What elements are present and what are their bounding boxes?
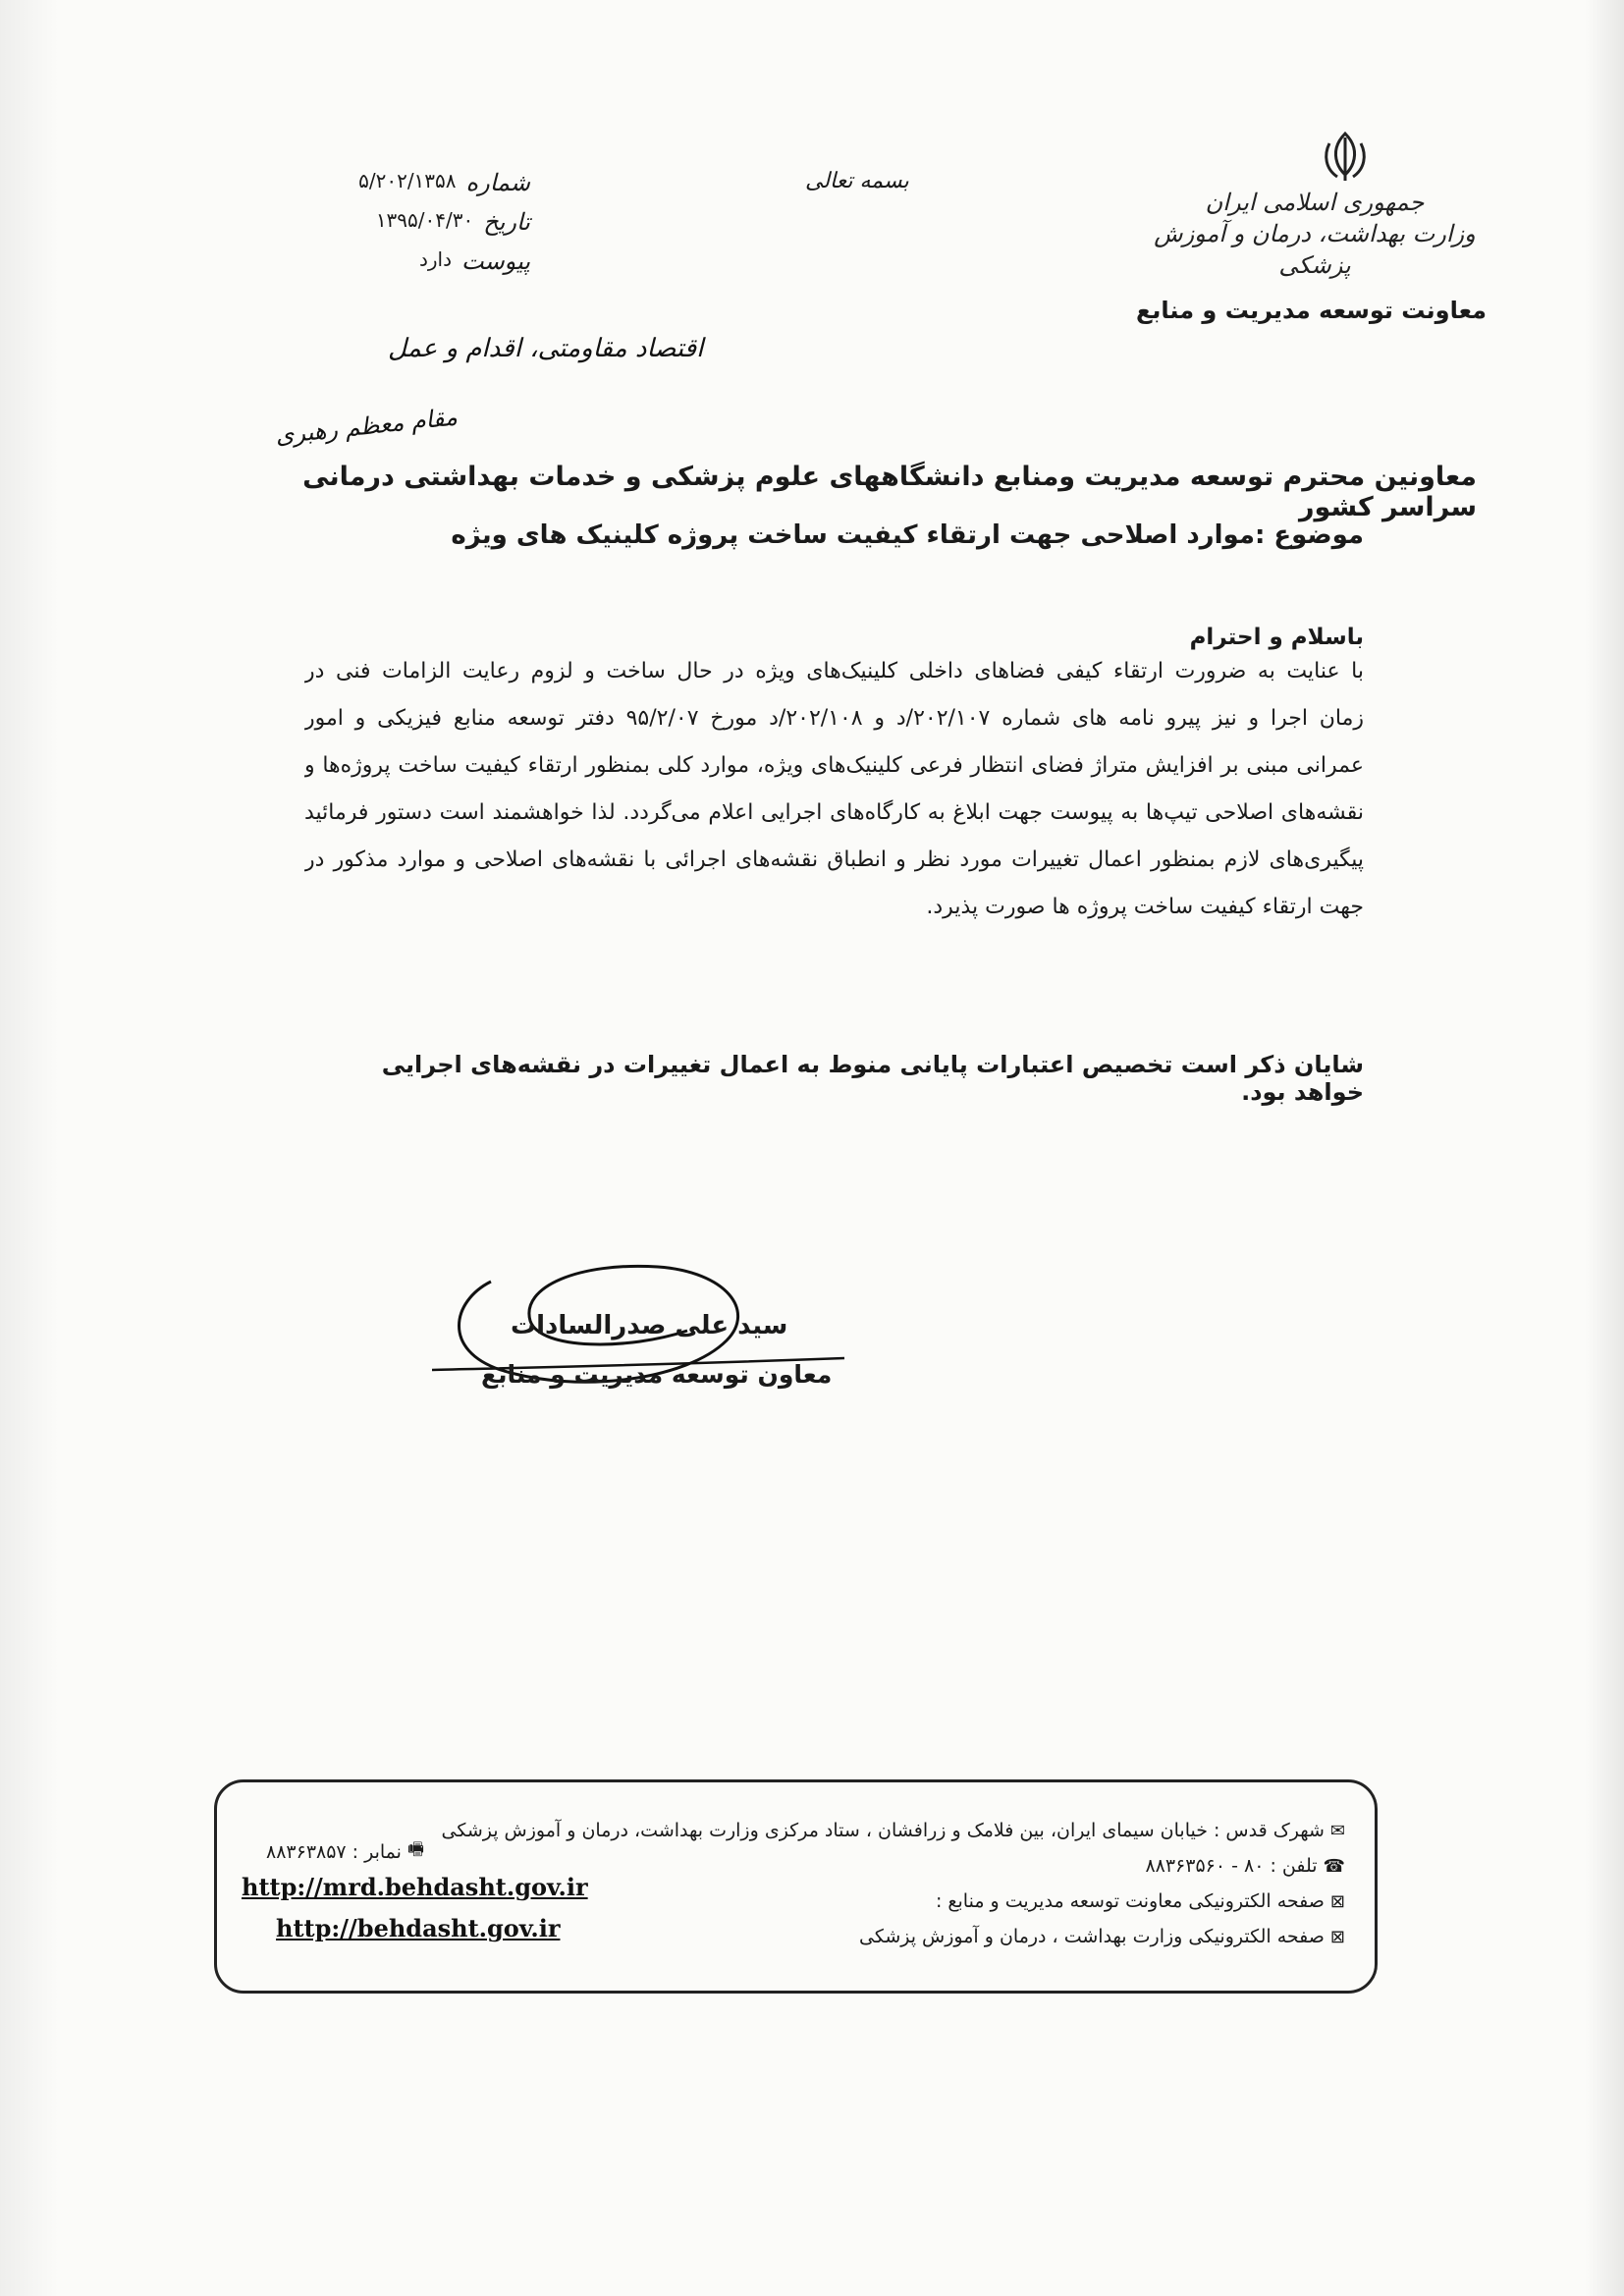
letter-number-row [275,169,530,196]
bismillah-heading: بسمه تعالی [805,169,909,193]
number-value: ۵/۲۰۲/۱۳۵۸ [358,169,457,192]
attachment-value: دارد [418,247,452,271]
footer-phone [1145,1855,1345,1877]
recipient-line: معاونین محترم توسعه مدیریت ومنابع دانشگاههای علوم پزشکی و خدمات بهداشتی درمانی سراسر کشور [302,462,1477,522]
handwritten-slogan: اقتصاد مقاومتی، اقدام و عمل [388,334,704,363]
letter-date-row [275,208,530,236]
signer-name: سید علی صدرالسادات [511,1311,788,1340]
department-name: معاونت توسعه مدیریت و منابع [1135,297,1487,324]
body-line: جهت ارتقاء کیفیت ساخت پروژه ها صورت پذیرد. [926,895,1364,919]
footer-fax [266,1837,424,1867]
body-line: زمان اجرا و نیز پیرو نامه های شماره ۲۰۲/۱۰۷/د و ۲۰۲/۱۰۸/د مورخ ۹۵/۲/۰۷ دفتر توسعه منابع فیزیکی و امور [304,706,1364,731]
ministry-website-link[interactable]: http://behdasht.gov.ir [276,1914,561,1942]
greeting: باسلام و احترام [1189,625,1364,650]
web-ministry-text: صفحه الکترونیکی وزارت بهداشت ، درمان و آموزش پزشکی [859,1926,1325,1947]
iran-emblem-icon [1316,128,1375,187]
date-label: تاریخ [483,208,530,236]
closing-note: شایان ذکر است تخصیص اعتبارات پایانی منوط به اعمال تغییرات در نقشه‌های اجرایی خواهد بود. [381,1051,1364,1106]
fax-icon: 🖷 [406,1839,424,1860]
letter-attachment-row [275,247,530,275]
address-text: شهرک قدس : خیابان سیمای ایران، بین فلامک و زرافشان ، ستاد مرکزی وزارت بهداشت، درمان و آموزش پزشکی [441,1820,1325,1841]
footer-address [442,1820,1346,1841]
ministry-name [1153,187,1477,281]
date-value: ۱۳۹۵/۰۴/۳۰ [375,208,474,232]
footer-web-ministry [859,1926,1345,1947]
phone-icon: ☎ [1323,1855,1345,1877]
phone-text: تلفن : ۸۰ - ۸۸۳۶۳۵۶۰ [1145,1855,1318,1877]
footer-web-department [936,1890,1345,1912]
web-box-icon: ⊠ [1329,1926,1345,1947]
letter-body [304,648,1364,931]
ministry-line-1: جمهوری اسلامی ایران [1205,189,1425,216]
body-line: عمرانی مبنی بر افزایش متراژ فضای انتظار فرعی کلینیک‌های ویژه، موارد کلی بمنظور ارتقاء کیفیت ساخت پروژه‌ها و [304,753,1364,778]
department-website-link[interactable]: http://mrd.behdasht.gov.ir [242,1873,588,1901]
handwritten-attribution: مقام معظم رهبری [274,403,460,450]
web-department-text: صفحه الکترونیکی معاونت توسعه مدیریت و منابع : [935,1890,1325,1912]
signer-title: معاون توسعه مدیریت و منابع [481,1360,833,1389]
body-line: نقشه‌های اصلاحی تیپ‌ها به پیوست جهت ابلاغ به کارگاه‌های اجرایی اعلام می‌گردد. لذا خواهشمند است دستور فرمائید [304,800,1364,825]
subject-line: موضوع :موارد اصلاحی جهت ارتقاء کیفیت ساخت پروژه کلینیک های ویژه [451,520,1364,550]
address-icon: ✉ [1329,1820,1345,1841]
ministry-line-2: وزارت بهداشت، درمان و آموزش پزشکی [1154,220,1476,279]
body-line: با عنایت به ضرورت ارتقاء کیفی فضاهای داخلی کلینیک‌های ویژه در حال ساخت و لزوم رعایت الزامات فنی در [304,659,1364,683]
footer-contact-box [214,1779,1378,1994]
fax-text: نمابر : ۸۸۳۶۳۸۵۷ [266,1841,402,1863]
body-line: پیگیری‌های لازم بمنظور اعمال تغییرات مورد نظر و انطباق نقشه‌های اجرائی با نقشه‌های اصلاحی و موارد مذکور در [304,847,1364,872]
web-box-icon: ⊠ [1329,1890,1345,1912]
attachment-label: پیوست [461,247,530,275]
number-label: شماره [465,169,530,196]
